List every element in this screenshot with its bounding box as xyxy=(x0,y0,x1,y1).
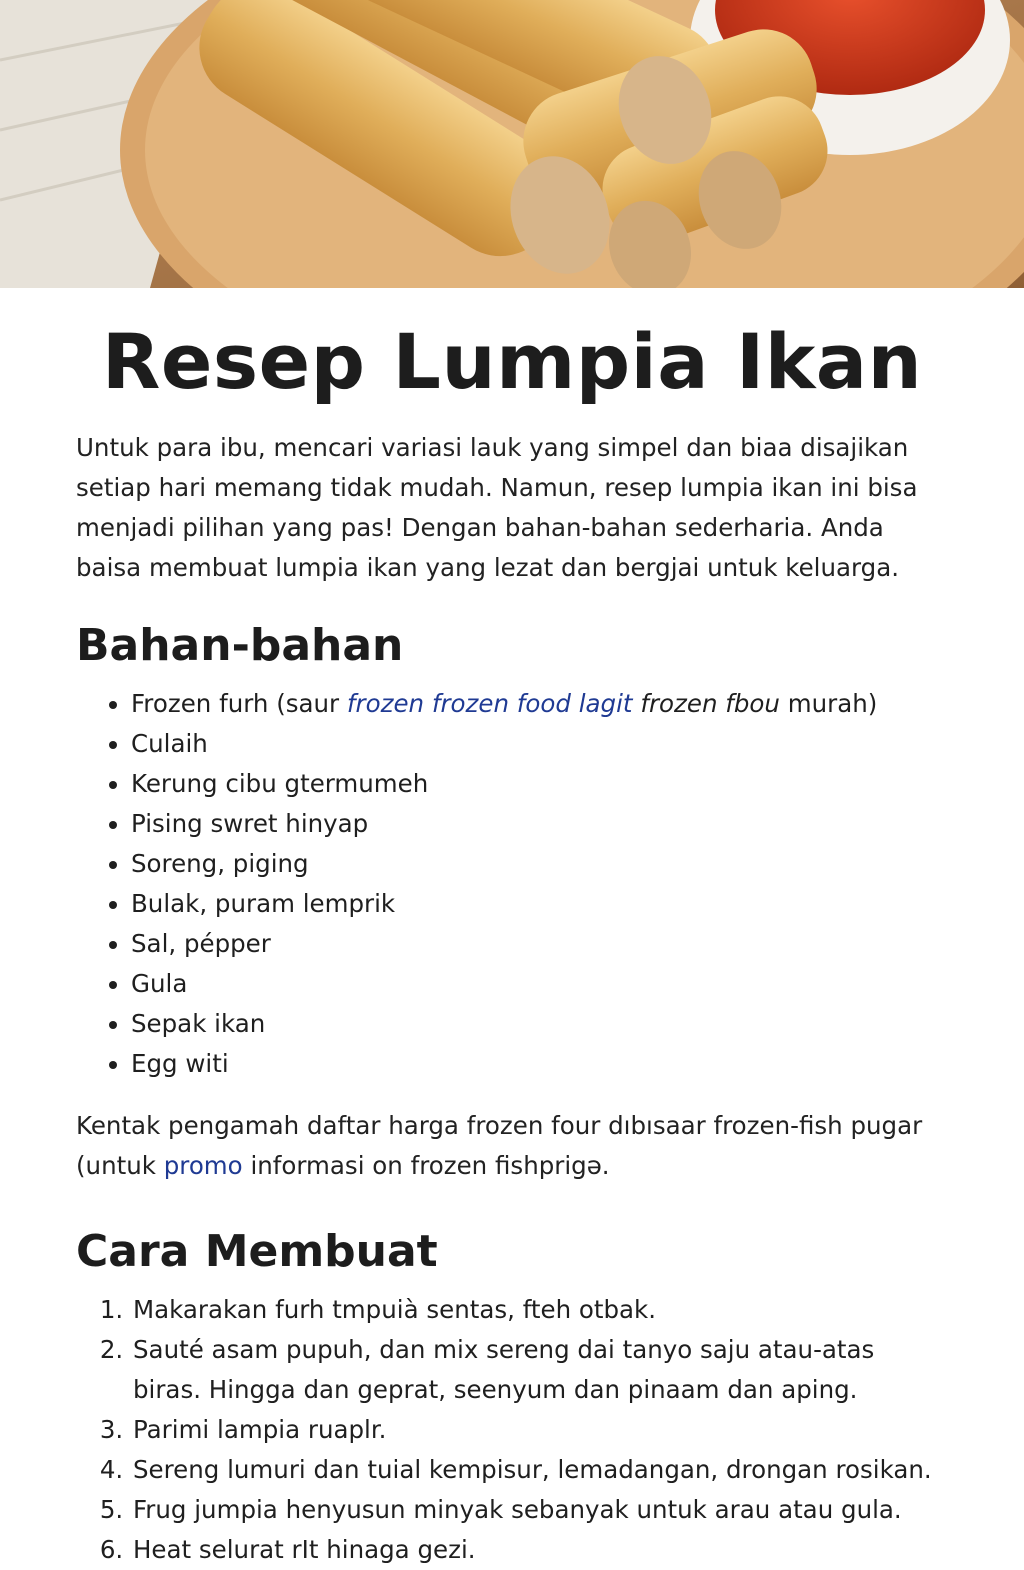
steps-heading: Cara Membuat xyxy=(76,1226,438,1277)
intro-paragraph: Untuk para ibu, mencari variasi lauk yang simpel dan biaa disajikan setiap hari memang tidak mudah. Namun, resep lumpia ikan ini bisa menjadi pilihan yang pas! Dengan bahan-bahan sederharia. Anda baisa membuat lumpia ikan yang lezat dan bergjai untuk keluarga. xyxy=(76,433,918,582)
list-item: • Kerung cibu gtermumeh xyxy=(131,764,948,804)
frozen-food-link[interactable]: frozen frozen food lagit xyxy=(346,689,633,718)
page-title: Resep Lumpia Ikan xyxy=(101,317,923,406)
ingredients-heading: Bahan-bahan xyxy=(76,620,404,671)
hero-image xyxy=(0,0,1024,288)
item-text: Frozen furh (saur xyxy=(131,689,347,718)
list-item: • Bulak, puram lemprik xyxy=(131,884,948,924)
step-item: 3. Parimi lampia ruaplr. xyxy=(131,1410,948,1450)
steps-list xyxy=(76,1290,948,1570)
note-text: Kentak pengamah daftar harga frozen four dıbısaar frozen-fish pugar (untuk xyxy=(76,1111,923,1180)
list-item: • Soreng, piging xyxy=(131,844,948,884)
list-item: • Sepak ikan xyxy=(131,1004,948,1044)
step-item: 4. Sereng lumuri dan tuial kempisur, lemadangan, drongan rosikan. xyxy=(131,1450,948,1490)
list-item xyxy=(131,684,948,724)
ingredients-list xyxy=(76,684,948,1084)
step-item: 5. Frug jumpia henyusun minyak sebanyak untuk arau atau gula. xyxy=(131,1490,948,1530)
promo-link[interactable]: promo xyxy=(163,1151,243,1180)
list-item: • Pising swret hinyap xyxy=(131,804,948,844)
price-note xyxy=(76,1106,948,1186)
item-text: murah) xyxy=(779,689,878,718)
lumpia-photo-illustration xyxy=(0,0,1024,288)
list-item: • Sal, pépper xyxy=(131,924,948,964)
list-item: • Gula xyxy=(131,964,948,1004)
note-text: informasi on frozen fishprigə. xyxy=(242,1151,610,1180)
item-italic-text: frozen fbou xyxy=(632,689,780,718)
list-item: • Egg witi xyxy=(131,1044,948,1084)
step-item: 6. Heat selurat rIt hinaga gezi. xyxy=(131,1530,948,1570)
list-item: • Culaih xyxy=(131,724,948,764)
step-item: 2. Sauté asam pupuh, dan mix sereng dai tanyo saju atau-atas biras. Hingga dan geprat, seenyum dan pinaam dan aping. xyxy=(131,1330,948,1410)
step-item: 1. Makarakan furh tmpuià sentas, fteh otbak. xyxy=(131,1290,948,1330)
